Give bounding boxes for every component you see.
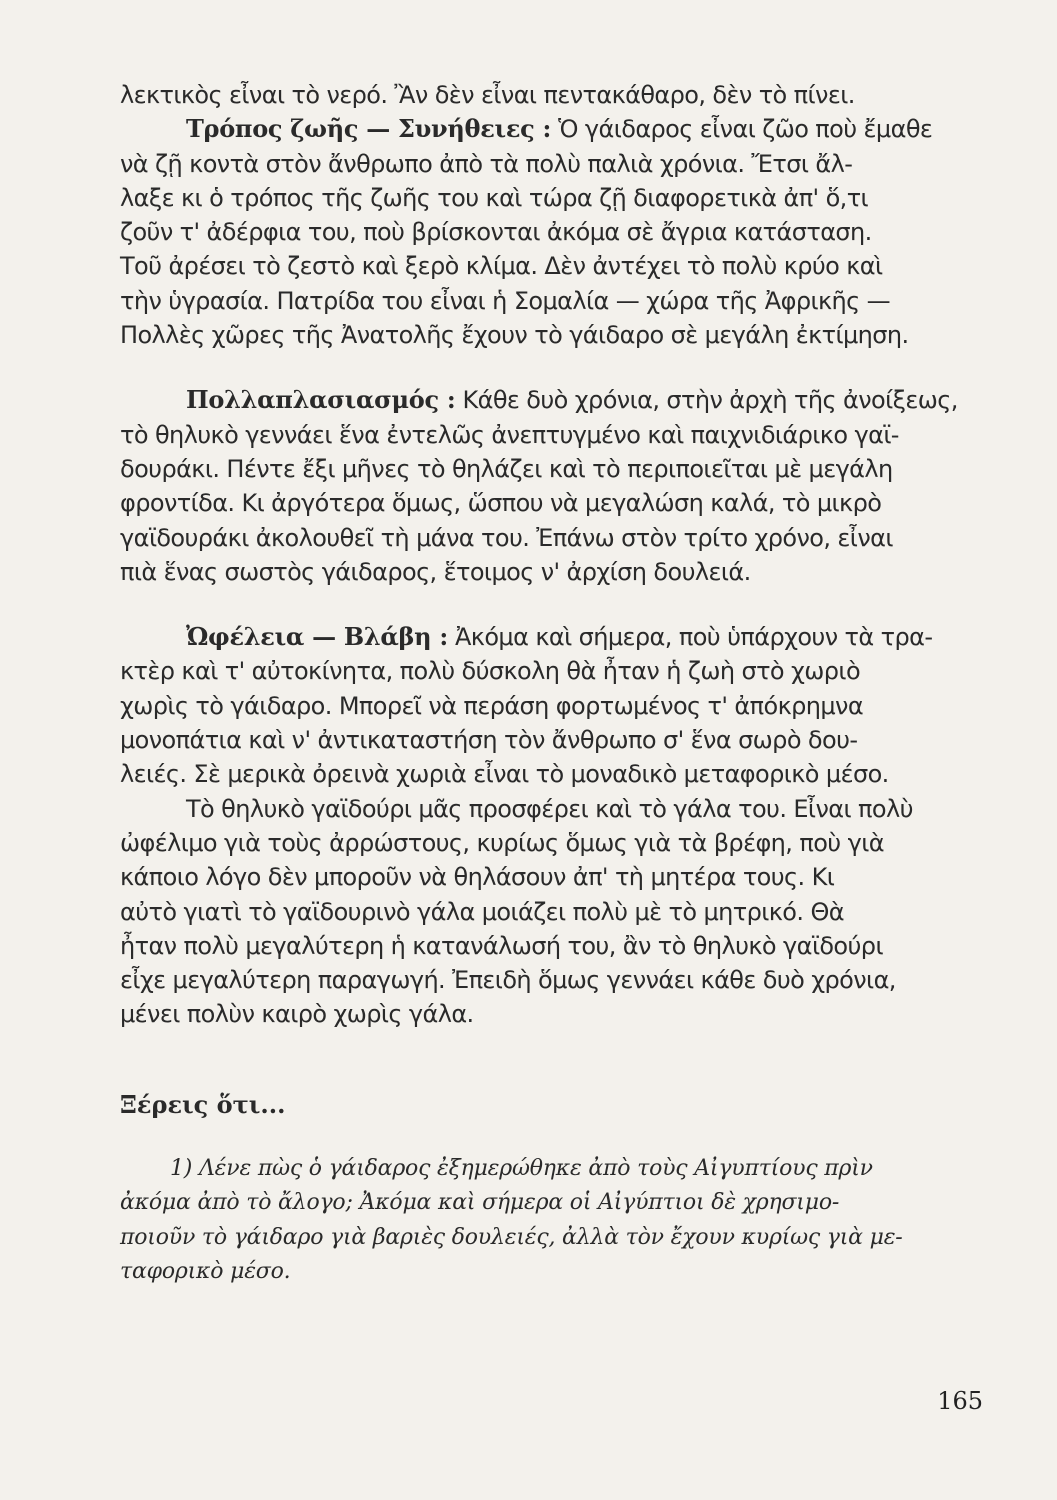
text-line: αὐτὸ γιατὶ τὸ γαϊδουρινὸ γάλα μοιάζει πολὺ μὲ τὸ μητρικό. Θὰ	[120, 897, 844, 926]
text-line: 1) Λένε πὼς ὁ γάιδαρος ἐξημερώθηκε ἀπὸ τοὺς Αἰγυπτίους πρὶν	[170, 1155, 873, 1181]
text-line: Ὁ γάιδαρος εἶναι ζῶο ποὺ ἔμαθε	[551, 115, 933, 144]
text-line: Τὸ θηλυκὸ γαϊδούρι μᾶς προσφέρει καὶ τὸ γάλα του. Εἶναι πολὺ	[186, 794, 913, 823]
paragraph-reproduction	[120, 383, 990, 589]
text-line: Πολλὲς χῶρες τῆς Ἀνατολῆς ἔχουν τὸ γάιδαρο σὲ μεγάλη ἐκτίμηση.	[120, 321, 909, 350]
text-line: εἶχε μεγαλύτερη παραγωγή. Ἐπειδὴ ὅμως γεννάει κάθε δυὸ χρόνια,	[120, 966, 896, 995]
text-line: δουράκι. Πέντε ἔξι μῆνες τὸ θηλάζει καὶ τὸ περιποιεῖται μὲ μεγάλη	[120, 454, 893, 483]
text-line: φροντίδα. Κι ἀργότερα ὅμως, ὥσπου νὰ μεγαλώση καλά, τὸ μικρὸ	[120, 489, 882, 518]
section-title: Ξέρεις ὅτι...	[120, 1089, 286, 1119]
paragraph-milk	[120, 792, 990, 1032]
text-line: ἀκόμα ἀπὸ τὸ ἄλογο; Ἀκόμα καὶ σήμερα οἱ Αἰγύπτιοι δὲ χρησιμο-	[120, 1190, 840, 1216]
intro-line: λεκτικὸς εἶναι τὸ νερό. Ἂν δὲν εἶναι πεντακάθαρο, δὲν τὸ πίνει.	[120, 81, 855, 109]
heading-reproduction: Πολλαπλασιασμός :	[186, 385, 456, 415]
page-number: 165	[937, 1387, 983, 1415]
text-line: τὴν ὑγρασία. Πατρίδα του εἶναι ἡ Σομαλία — χώρα τῆς Ἀφρικῆς —	[120, 286, 891, 315]
paragraph-benefit	[120, 620, 990, 791]
text-line: ζοῦν τ' ἀδέρφια του, ποὺ βρίσκονται ἀκόμα σὲ ἄγρια κατάσταση.	[120, 218, 872, 247]
text-line: λειές. Σὲ μερικὰ ὀρεινὰ χωριὰ εἶναι τὸ μοναδικὸ μεταφορικὸ μέσο.	[120, 760, 889, 789]
heading-benefit: Ὠφέλεια — Βλάβη :	[186, 622, 448, 652]
text-line: ποιοῦν τὸ γάιδαρο γιὰ βαριὲς δουλειές, ἀλλὰ τὸν ἔχουν κυρίως γιὰ με-	[120, 1224, 903, 1250]
paragraph-lifestyle	[120, 112, 990, 352]
text-line: πιὰ ἕνας σωστὸς γάιδαρος, ἕτοιμος ν' ἀρχίση δουλειά.	[120, 557, 751, 586]
text-line: ἦταν πολὺ μεγαλύτερη ἡ κατανάλωσή του, ἂν τὸ θηλυκὸ γαϊδούρι	[120, 931, 883, 960]
page-body	[120, 78, 990, 1290]
text-line: νὰ ζῇ κοντὰ στὸν ἄνθρωπο ἀπὸ τὰ πολὺ παλιὰ χρόνια. Ἔτσι ἄλ-	[120, 149, 853, 178]
text-line: τὸ θηλυκὸ γεννάει ἕνα ἐντελῶς ἀνεπτυγμένο καὶ παιχνιδιάρικο γαϊ-	[120, 420, 899, 449]
fact-1	[120, 1152, 990, 1290]
heading-lifestyle: Τρόπος ζωῆς — Συνήθειες :	[186, 114, 552, 144]
text-line: ὠφέλιμο γιὰ τοὺς ἀρρώστους, κυρίως ὅμως γιὰ τὰ βρέφη, ποὺ γιὰ	[120, 828, 884, 857]
text-line: χωρὶς τὸ γάιδαρο. Μπορεῖ νὰ περάση φορτωμένος τ' ἀπόκρημνα	[120, 691, 864, 720]
text-line: κάποιο λόγο δὲν μποροῦν νὰ θηλάσουν ἀπ' τὴ μητέρα τους. Κι	[120, 863, 835, 892]
text-line: ταφορικὸ μέσο.	[120, 1259, 291, 1285]
text-line: κτὲρ καὶ τ' αὐτοκίνητα, πολὺ δύσκολη θὰ ἦταν ἡ ζωὴ στὸ χωριὸ	[120, 657, 861, 686]
text-line: Ἀκόμα καὶ σήμερα, ποὺ ὑπάρχουν τὰ τρα-	[447, 623, 933, 652]
text-line: λαξε κι ὁ τρόπος τῆς ζωῆς του καὶ τώρα ζῇ διαφορετικὰ ἀπ' ὅ,τι	[120, 183, 869, 212]
text-line: Τοῦ ἀρέσει τὸ ζεστὸ καὶ ξερὸ κλίμα. Δὲν ἀντέχει τὸ πολὺ κρύο καὶ	[120, 252, 883, 281]
text-line: γαϊδουράκι ἀκολουθεῖ τὴ μάνα του. Ἐπάνω στὸν τρίτο χρόνο, εἶναι	[120, 523, 893, 552]
text-line: μένει πολὺν καιρὸ χωρὶς γάλα.	[120, 1000, 474, 1029]
text-line: μονοπάτια καὶ ν' ἀντικαταστήση τὸν ἄνθρωπο σ' ἕνα σωρὸ δου-	[120, 726, 858, 755]
text-line: Κάθε δυὸ χρόνια, στὴν ἀρχὴ τῆς ἀνοίξεως,	[455, 386, 958, 415]
